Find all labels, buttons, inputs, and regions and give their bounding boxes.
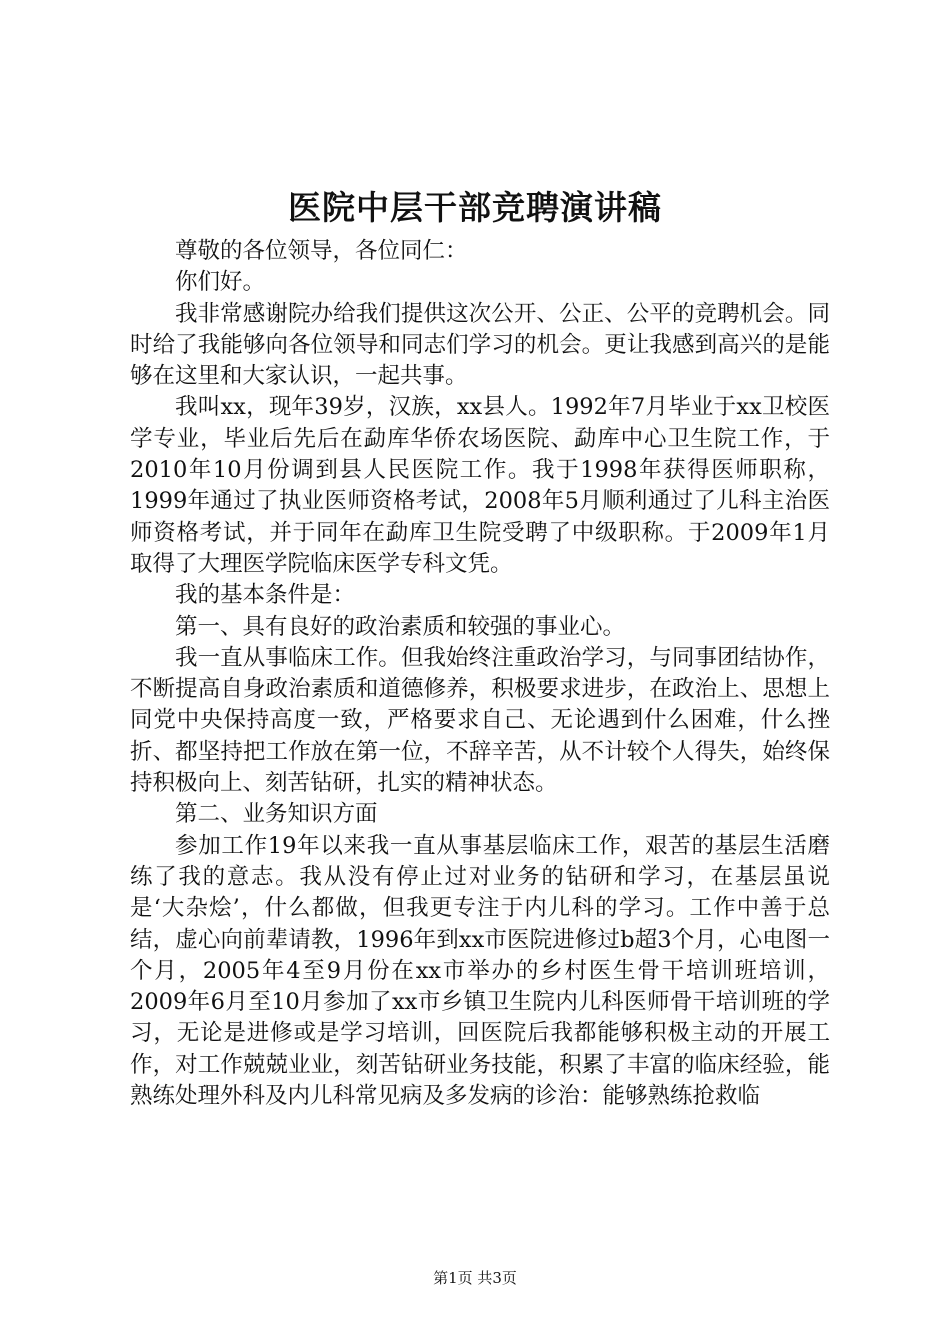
paragraph-professional: 参加工作19年以来我一直从事基层临床工作，艰苦的基层生活磨练了我的意志。我从没有停止过对业务的钻研和学习，在基层虽说是‘大杂烩’，什么都做，但我更专注于内儿科的学习。工作中善于总结，虚心向前辈请教，1996年到xx市医院进修过b超3个月，心电图一个月，2005年4至9月份在xx市举办的乡村医生骨干培训班培训，2009年6月至10月参加了xx市乡镇卫生院内儿科医师骨干培训班的学习，无论是进修或是学习培训，回医院后我都能够积极主动的开展工作，对工作兢兢业业，刻苦钻研业务技能，积累了丰富的临床经验，能熟练处理外科及内儿科常见病及多发病的诊治：能够熟练抢救临	[130, 832, 830, 1110]
paragraph-basic-conditions: 我的基本条件是：	[175, 582, 356, 609]
paragraph-political: 我一直从事临床工作。但我始终注重政治学习，与同事团结协作，不断提高自身政治素质和道德修养，积极要求进步，在政治上、思想上同党中央保持高度一致，严格要求自己、无论遇到什么困难，什么挫折、都坚持把工作放在第一位，不辞辛苦，从不计较个人得失，始终保持积极向上、刻苦钻研，扎实的精神状态。	[130, 644, 830, 797]
page-number-footer: 第1页 共3页	[433, 1269, 517, 1287]
document-body	[130, 236, 830, 1112]
paragraph-thanks: 我非常感谢院办给我们提供这次公开、公正、公平的竞聘机会。同时给了我能够向各位领导和同志们学习的机会。更让我感到高兴的是能够在这里和大家认识，一起共事。	[130, 300, 830, 390]
salutation: 尊敬的各位领导，各位同仁：	[175, 238, 468, 264]
document-title: 医院中层干部竞聘演讲稿	[288, 188, 662, 227]
greeting: 你们好。	[175, 269, 266, 296]
section-heading-political: 第一、具有良好的政治素质和较强的事业心。	[175, 613, 626, 640]
paragraph-self-introduction: 我叫xx，现年39岁，汉族，xx县人。1992年7月毕业于xx卫校医学专业，毕业后先后在勐库华侨农场医院、勐库中心卫生院工作，于2010年10月份调到县人民医院工作。我于1998年获得医师职称，1999年通过了执业医师资格考试，2008年5月顺利通过了儿科主治医师资格考试，并于同年在勐库卫生院受聘了中级职称。于2009年1月取得了大理医学院临床医学专科文凭。	[130, 394, 830, 577]
section-heading-professional: 第二、业务知识方面	[175, 801, 378, 828]
